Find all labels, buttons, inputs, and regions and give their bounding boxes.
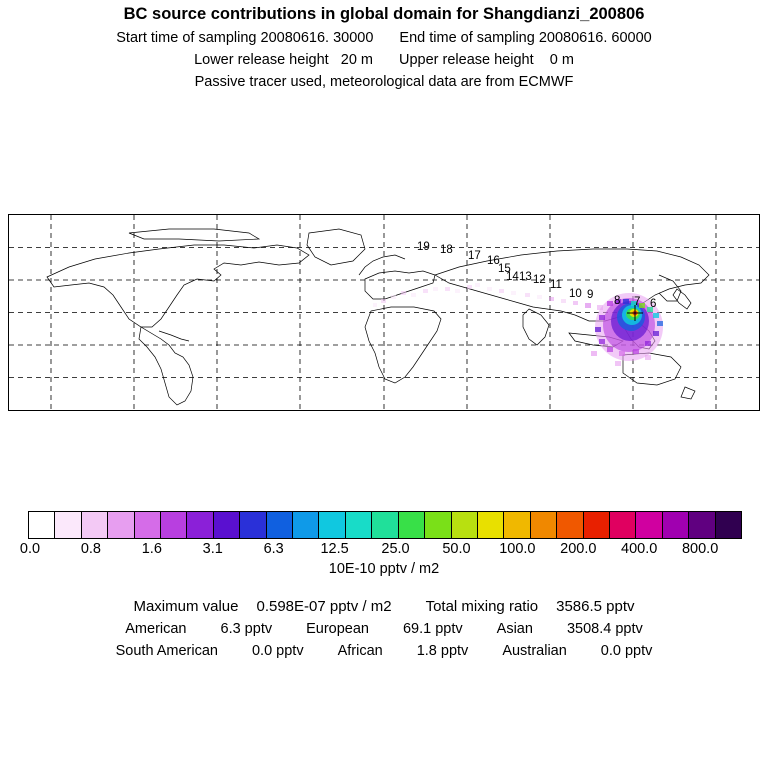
region-value: 3508.4 pptv — [566, 621, 643, 637]
colorbar-tick: 12.5 — [320, 541, 349, 557]
lower-release-height-text: Lower release height 20 m — [194, 52, 374, 68]
colorbar-cell-10 — [293, 512, 319, 538]
end-time-text: End time of sampling 20080616. 60000 — [399, 30, 652, 46]
colorbar-tick: 1.6 — [141, 541, 162, 557]
colorbar-cell-25 — [689, 512, 715, 538]
retroplume-label: 15 — [498, 263, 511, 275]
plot-page — [0, 5, 768, 773]
region-value: 0.0 pptv — [600, 643, 653, 659]
retroplume-label: 11 — [550, 279, 562, 291]
colorbar-tick: 200.0 — [560, 541, 597, 557]
retroplume-label: 17 — [468, 250, 481, 262]
statistics-block — [0, 598, 768, 665]
retroplume-label: 7 — [634, 296, 641, 308]
colorbar-cell-23 — [636, 512, 662, 538]
colorbar-tick: 50.0 — [442, 541, 471, 557]
region-value: 6.3 pptv — [220, 621, 273, 637]
colorbar-cell-6 — [187, 512, 213, 538]
colorbar-cell-15 — [425, 512, 451, 538]
colorbar-cell-26 — [716, 512, 741, 538]
colorbar-cell-14 — [399, 512, 425, 538]
colorbar-tick: 25.0 — [381, 541, 410, 557]
max-value-text: 0.598E-07 pptv / m2 — [256, 598, 392, 615]
colorbar-cell-12 — [346, 512, 372, 538]
region-value: 1.8 pptv — [416, 643, 469, 659]
colorbar-cell-8 — [240, 512, 266, 538]
world-map-panel — [8, 214, 760, 411]
retroplume-label: 6 — [650, 298, 657, 310]
colorbar-cell-16 — [452, 512, 478, 538]
colorbar-cell-24 — [663, 512, 689, 538]
tracer-info-line: Passive tracer used, meteorological data are from ECMWF — [194, 74, 574, 90]
map-svg — [9, 215, 759, 410]
max-value-label: Maximum value — [133, 598, 239, 615]
colorbar — [19, 511, 742, 557]
colorbar-cell-13 — [372, 512, 398, 538]
colorbar-cell-18 — [504, 512, 530, 538]
retroplume-label: 9 — [587, 289, 594, 301]
colorbar-cell-2 — [82, 512, 108, 538]
region-name: African — [337, 643, 383, 659]
colorbar-unit-label: 10E-10 pptv / m2 — [328, 561, 440, 577]
colorbar-tick: 400.0 — [621, 541, 658, 557]
retroplume-label: 18 — [440, 244, 453, 256]
colorbar-tick: 0.0 — [19, 541, 41, 557]
colorbar-cell-20 — [557, 512, 583, 538]
sampling-time-line — [0, 30, 768, 46]
colorbar-tick: 6.3 — [263, 541, 284, 557]
region-name: South American — [115, 643, 218, 659]
region-value: 0.0 pptv — [251, 643, 304, 659]
retroplume-label: 12 — [533, 274, 546, 286]
colorbar-cell-3 — [108, 512, 134, 538]
colorbar-tick: 100.0 — [499, 541, 536, 557]
colorbar-tick: 3.1 — [202, 541, 223, 557]
total-mixing-ratio-value: 3586.5 pptv — [556, 598, 635, 615]
stats-row-regions-2 — [0, 643, 768, 659]
colorbar-cell-5 — [161, 512, 187, 538]
region-name: Australian — [502, 643, 567, 659]
release-height-line — [0, 52, 768, 68]
retroplume-label: 14 — [506, 271, 519, 283]
retroplume-label: 19 — [417, 241, 430, 253]
colorbar-cell-4 — [135, 512, 161, 538]
colorbar-cell-22 — [610, 512, 636, 538]
region-name: Asian — [496, 621, 533, 637]
region-name: European — [306, 621, 369, 637]
retroplume-label: 8 — [614, 295, 621, 307]
colorbar-tick: 0.8 — [80, 541, 101, 557]
page-title: BC source contributions in global domain for Shangdianzi_200806 — [123, 5, 645, 23]
retroplume-label: 13 — [519, 271, 532, 283]
colorbar-cell-0 — [29, 512, 55, 538]
region-value: 69.1 pptv — [402, 621, 463, 637]
colorbar-cell-11 — [319, 512, 345, 538]
colorbar-cell-1 — [55, 512, 81, 538]
region-name: American — [125, 621, 187, 637]
upper-release-height-text: Upper release height 0 m — [399, 52, 574, 68]
total-mixing-ratio-label: Total mixing ratio — [425, 598, 539, 615]
start-time-text: Start time of sampling 20080616. 30000 — [116, 30, 374, 46]
colorbar-cell-21 — [584, 512, 610, 538]
colorbar-tick: 800.0 — [681, 541, 719, 557]
colorbar-cell-17 — [478, 512, 504, 538]
colorbar-tick-labels — [19, 541, 742, 559]
colorbar-swatches — [28, 511, 742, 539]
colorbar-cell-9 — [267, 512, 293, 538]
stats-row-regions-1 — [0, 621, 768, 637]
stats-row-summary — [0, 598, 768, 615]
retroplume-label: 16 — [487, 255, 500, 267]
retroplume-label: 10 — [569, 288, 582, 300]
colorbar-cell-19 — [531, 512, 557, 538]
colorbar-cell-7 — [214, 512, 240, 538]
